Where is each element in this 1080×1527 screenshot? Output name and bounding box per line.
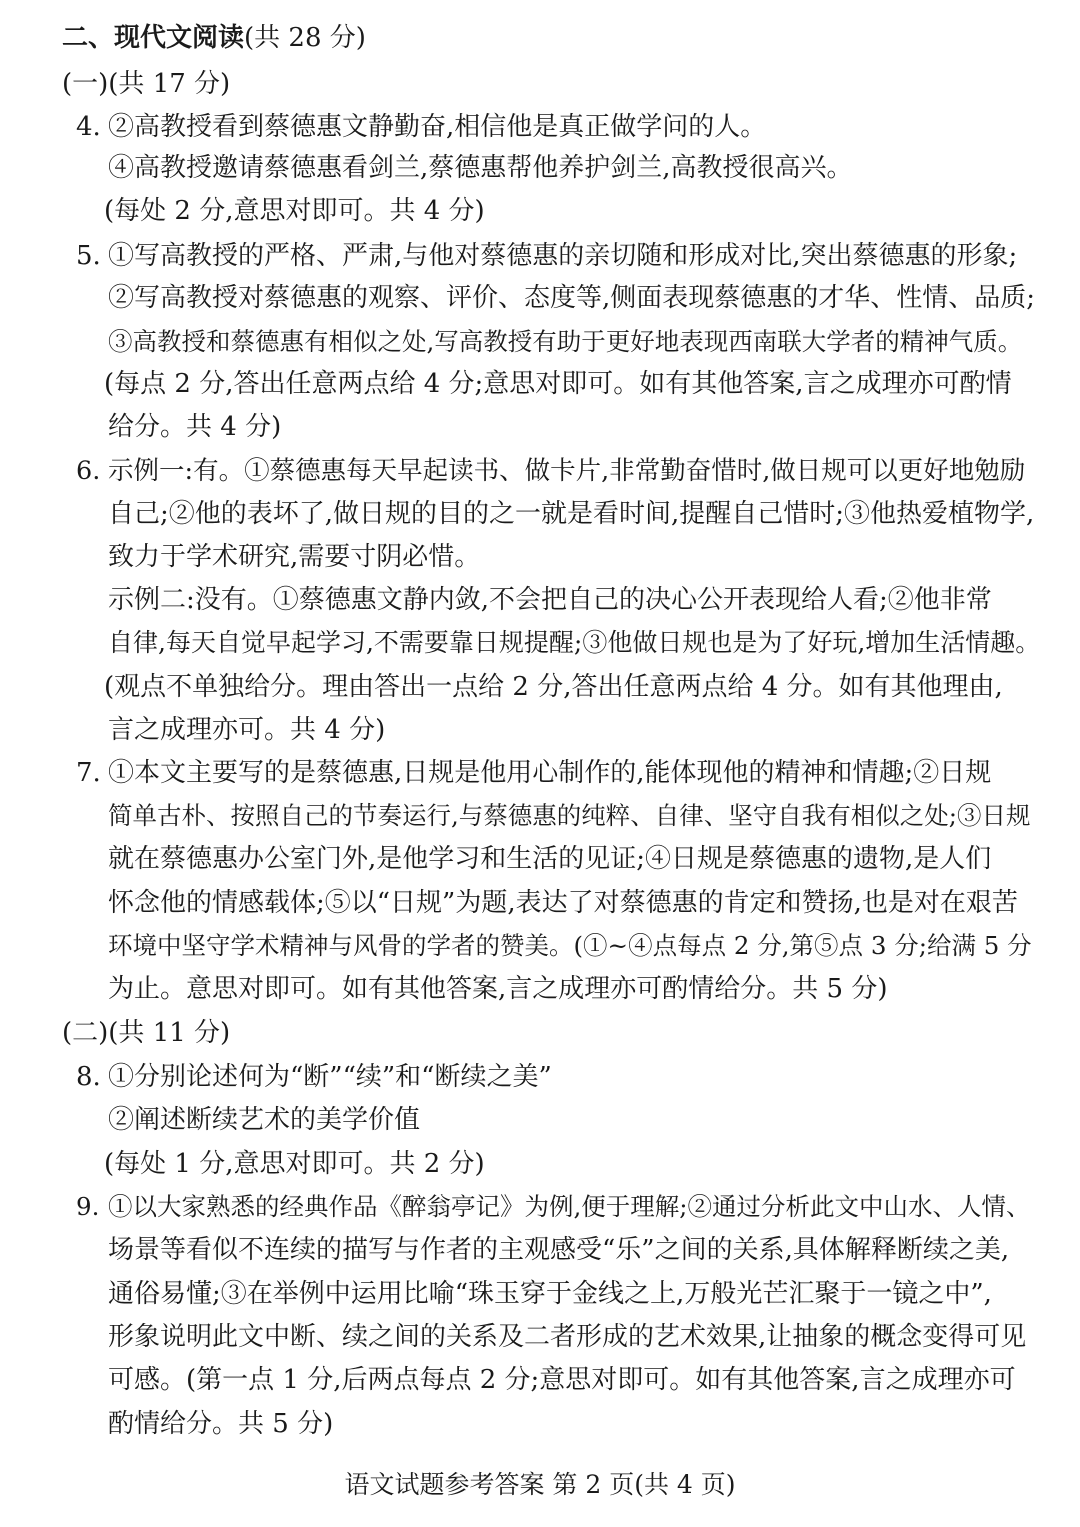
q8-line-3: (每处 1 分,意思对即可。共 2 分) bbox=[104, 1149, 485, 1179]
q4-line-1 bbox=[76, 110, 766, 144]
q5-line-4: (每点 2 分,答出任意两点给 4 分;意思对即可。如有其他答案,言之成理亦可酌情 bbox=[104, 369, 1012, 399]
q9-line-5: 可感。(第一点 1 分,后两点每点 2 分;意思对即可。如有其他答案,言之成理亦可 bbox=[108, 1365, 1016, 1395]
q7-text-1: ①本文主要写的是蔡德惠,日规是他用心制作的,能体现他的精神和情趣;②日规 bbox=[108, 758, 992, 788]
q7-line-2: 简单古朴、按照自己的节奏运行,与蔡德惠的纯粹、自律、坚守自我有相似之处;③日规 bbox=[108, 801, 1031, 830]
q5-line-2: ②写高教授对蔡德惠的观察、评价、态度等,侧面表现蔡德惠的才华、性情、品质; bbox=[108, 283, 1036, 313]
q8-number: 8. bbox=[76, 1062, 101, 1092]
q6-line-4: 示例二:没有。①蔡德惠文静内敛,不会把自己的决心公开表现给人看;②他非常 bbox=[108, 585, 992, 615]
q4-line-2: ④高教授邀请蔡德惠看剑兰,蔡德惠帮他养护剑兰,高教授很高兴。 bbox=[108, 153, 853, 183]
q5-number: 5. bbox=[76, 241, 101, 271]
q7-line-5: 环境中坚守学术精神与风骨的学者的赞美。(①~④点每点 2 分,第⑤点 3 分;给满 5 分 bbox=[108, 931, 1032, 960]
q6-line-3: 致力于学术研究,需要寸阴必惜。 bbox=[108, 542, 481, 572]
q4-number: 4. bbox=[76, 112, 101, 142]
q9-line-4: 形象说明此文中断、续之间的关系及二者形成的艺术效果,让抽象的概念变得可见 bbox=[108, 1322, 1027, 1352]
q6-line-2: 自己;②他的表坏了,做日规的目的之一就是看时间,提醒自己惜时;③他热爱植物学, bbox=[108, 499, 1035, 529]
q6-line-5: 自律,每天自觉早起学习,不需要靠日规提醒;③他做日规也是为了好玩,增加生活情趣。 bbox=[108, 628, 1041, 657]
q7-number: 7. bbox=[76, 758, 101, 788]
q6-text-1: 示例一:有。①蔡德惠每天早起读书、做卡片,非常勤奋惜时,做日规可以更好地勉励 bbox=[108, 456, 1026, 486]
q5-line-1 bbox=[76, 239, 1017, 273]
q6-number: 6. bbox=[76, 456, 101, 486]
q7-line-6: 为止。意思对即可。如有其他答案,言之成理亦可酌情给分。共 5 分) bbox=[108, 974, 888, 1004]
q9-line-2: 场景等看似不连续的描写与作者的主观感受“乐”之间的关系,具体解释断续之美, bbox=[108, 1235, 1010, 1265]
q5-line-3: ③高教授和蔡德惠有相似之处,写高教授有助于更好地表现西南联大学者的精神气质。 bbox=[108, 327, 1023, 356]
q6-line-6: (观点不单独给分。理由答出一点给 2 分,答出任意两点给 4 分。如有其他理由, bbox=[104, 672, 1003, 702]
part1-heading: (一)(共 17 分) bbox=[62, 69, 231, 99]
page-footer: 语文试题参考答案 第 2 页(共 4 页) bbox=[344, 1470, 736, 1499]
q8-line-2: ②阐述断续艺术的美学价值 bbox=[108, 1105, 421, 1135]
q9-line-1 bbox=[76, 1190, 1031, 1224]
q8-text-1: ①分别论述何为“断”“续”和“断续之美” bbox=[108, 1062, 552, 1092]
q5-line-5: 给分。共 4 分) bbox=[108, 412, 282, 442]
q7-line-1 bbox=[76, 756, 991, 790]
q6-line-7: 言之成理亦可。共 4 分) bbox=[108, 715, 386, 745]
section-title: 二、现代文阅读 bbox=[62, 23, 245, 53]
q4-line-3: (每处 2 分,意思对即可。共 4 分) bbox=[104, 196, 485, 226]
section-score: (共 28 分) bbox=[244, 23, 366, 53]
q9-number: 9. bbox=[76, 1192, 100, 1221]
q7-line-3: 就在蔡德惠办公室门外,是他学习和生活的见证;④日规是蔡德惠的遗物,是人们 bbox=[108, 844, 992, 874]
q8-line-1 bbox=[76, 1060, 552, 1094]
q9-line-3: 通俗易懂;③在举例中运用比喻“珠玉穿于金线之上,万般光芒汇聚于一镜之中”, bbox=[108, 1279, 992, 1309]
q9-text-1: ①以大家熟悉的经典作品《醉翁亭记》为例,便于理解;②通过分析此文中山水、人情、 bbox=[108, 1192, 1031, 1221]
q5-text-1: ①写高教授的严格、严肃,与他对蔡德惠的亲切随和形成对比,突出蔡德惠的形象; bbox=[108, 241, 1018, 271]
q7-line-4: 怀念他的情感载体;⑤以“日规”为题,表达了对蔡德惠的肯定和赞扬,也是对在艰苦 bbox=[108, 888, 1018, 918]
section-heading bbox=[62, 21, 366, 55]
q4-text-1: ②高教授看到蔡德惠文静勤奋,相信他是真正做学问的人。 bbox=[108, 112, 767, 142]
q9-line-6: 酌情给分。共 5 分) bbox=[108, 1409, 334, 1439]
q6-line-1 bbox=[76, 454, 1025, 488]
part2-heading: (二)(共 11 分) bbox=[62, 1018, 231, 1048]
